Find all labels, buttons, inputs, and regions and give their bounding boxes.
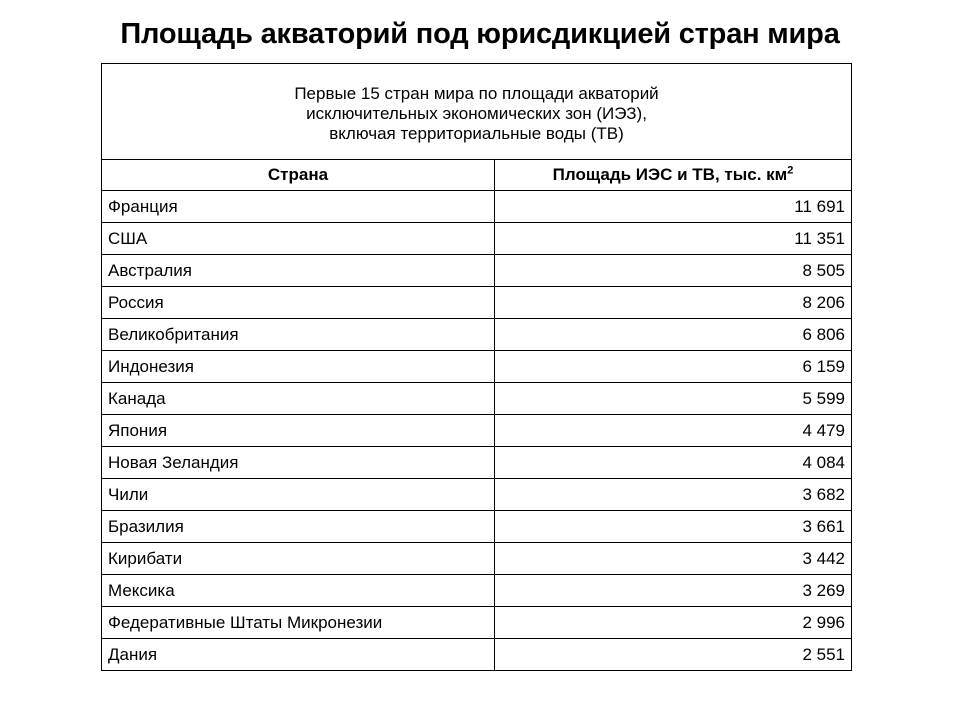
area-value-cell: 8 505 bbox=[495, 255, 852, 287]
country-cell: Федеративные Штаты Микронезии bbox=[102, 607, 495, 639]
area-value-cell: 6 159 bbox=[495, 351, 852, 383]
area-value-cell: 11 351 bbox=[495, 223, 852, 255]
unit-superscript: 2 bbox=[787, 164, 794, 177]
area-value-cell: 5 599 bbox=[495, 383, 852, 415]
country-cell: Индонезия bbox=[102, 351, 495, 383]
table-row bbox=[102, 511, 852, 543]
country-cell: Австралия bbox=[102, 255, 495, 287]
country-cell: Чили bbox=[102, 479, 495, 511]
column-header-area bbox=[495, 160, 852, 191]
table-row bbox=[102, 287, 852, 319]
area-value-cell: 4 479 bbox=[495, 415, 852, 447]
table-caption bbox=[102, 64, 852, 160]
eez-area-table bbox=[101, 63, 852, 671]
area-value-cell: 2 551 bbox=[495, 639, 852, 671]
area-value-cell: 3 661 bbox=[495, 511, 852, 543]
area-value-cell: 11 691 bbox=[495, 191, 852, 223]
table-row bbox=[102, 415, 852, 447]
table-row bbox=[102, 383, 852, 415]
table-header-row bbox=[102, 160, 852, 191]
table-row bbox=[102, 223, 852, 255]
table-row bbox=[102, 447, 852, 479]
area-value-cell: 3 442 bbox=[495, 543, 852, 575]
table-row bbox=[102, 543, 852, 575]
country-cell: Россия bbox=[102, 287, 495, 319]
area-value-cell: 2 996 bbox=[495, 607, 852, 639]
table-row bbox=[102, 575, 852, 607]
table-row bbox=[102, 607, 852, 639]
column-header-area-text: Площадь ИЭС и ТВ, тыс. км bbox=[552, 165, 788, 184]
table-row bbox=[102, 319, 852, 351]
table-row bbox=[102, 255, 852, 287]
country-cell: Новая Зеландия bbox=[102, 447, 495, 479]
country-cell: Франция bbox=[102, 191, 495, 223]
table-row bbox=[102, 191, 852, 223]
column-header-country: Страна bbox=[102, 160, 495, 191]
area-value-cell: 4 084 bbox=[495, 447, 852, 479]
area-value-cell: 6 806 bbox=[495, 319, 852, 351]
caption-line: исключительных экономических зон (ИЭЗ), bbox=[306, 103, 647, 123]
caption-line: включая территориальные воды (ТВ) bbox=[329, 123, 624, 143]
country-cell: Канада bbox=[102, 383, 495, 415]
area-value-cell: 3 269 bbox=[495, 575, 852, 607]
table-row bbox=[102, 479, 852, 511]
country-cell: США bbox=[102, 223, 495, 255]
country-cell: Мексика bbox=[102, 575, 495, 607]
area-value-cell: 3 682 bbox=[495, 479, 852, 511]
country-cell: Бразилия bbox=[102, 511, 495, 543]
table-row bbox=[102, 351, 852, 383]
table-row bbox=[102, 639, 852, 671]
page-title: Площадь акваторий под юрисдикцией стран мира bbox=[120, 18, 840, 50]
table-caption-row bbox=[102, 64, 852, 160]
country-cell: Япония bbox=[102, 415, 495, 447]
country-cell: Дания bbox=[102, 639, 495, 671]
country-cell: Кирибати bbox=[102, 543, 495, 575]
caption-line: Первые 15 стран мира по площади акваторий bbox=[294, 83, 659, 103]
area-value-cell: 8 206 bbox=[495, 287, 852, 319]
country-cell: Великобритания bbox=[102, 319, 495, 351]
